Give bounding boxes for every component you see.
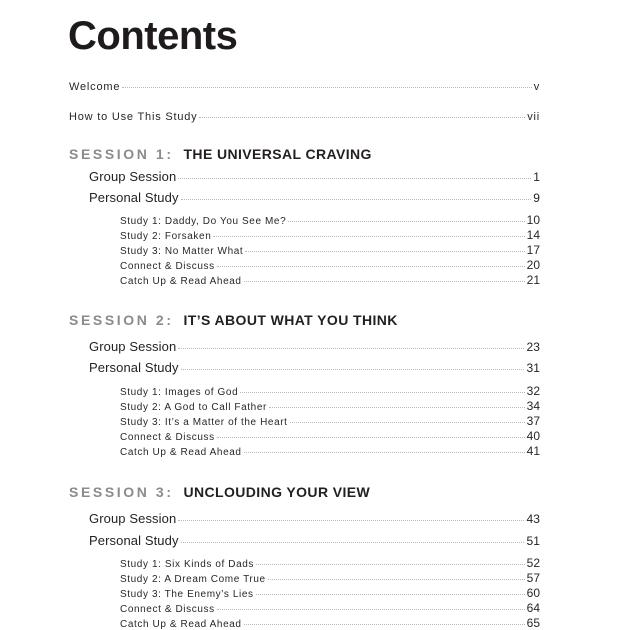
dot-leader xyxy=(217,437,525,438)
toc-entry-page: 60 xyxy=(526,586,540,600)
toc-entry-label: Study 1: Daddy, Do You See Me? xyxy=(120,216,287,227)
toc-entry-study[interactable] xyxy=(120,384,540,398)
session-heading-2[interactable] xyxy=(69,312,398,328)
toc-entry-study[interactable] xyxy=(120,213,540,227)
toc-entry-page: 32 xyxy=(526,384,540,398)
toc-entry-study[interactable] xyxy=(120,414,540,428)
dot-leader xyxy=(217,266,525,267)
toc-entry-page: 14 xyxy=(526,228,540,242)
toc-entry-label: Personal Study xyxy=(89,360,179,375)
dot-leader xyxy=(245,251,524,252)
toc-entry-study[interactable] xyxy=(120,243,540,257)
dot-leader xyxy=(244,281,525,282)
toc-entry-group-session[interactable] xyxy=(89,169,540,184)
toc-entry-page: 17 xyxy=(526,243,540,257)
toc-entry-page: 41 xyxy=(526,444,540,458)
dot-leader xyxy=(244,624,525,625)
toc-entry-label: Group Session xyxy=(89,339,177,354)
toc-entry-page: 21 xyxy=(526,273,540,287)
toc-entry-personal-study[interactable] xyxy=(89,360,540,375)
toc-entry-label: Personal Study xyxy=(89,533,179,548)
toc-entry-study[interactable] xyxy=(120,556,540,570)
dot-leader xyxy=(240,392,524,393)
page-title: Contents xyxy=(68,14,238,58)
toc-entry-page: 20 xyxy=(526,258,540,272)
toc-entry-label: Study 3: No Matter What xyxy=(120,246,244,257)
toc-entry-page: vii xyxy=(527,111,540,123)
toc-entry-page: 65 xyxy=(526,616,540,630)
dot-leader xyxy=(256,564,525,565)
toc-entry-page: 51 xyxy=(526,534,540,548)
dot-leader xyxy=(290,422,525,423)
toc-entry-page: 1 xyxy=(533,170,540,184)
toc-entry-page: 52 xyxy=(526,556,540,570)
toc-entry-connect-discuss[interactable] xyxy=(120,601,540,615)
toc-entry-label: Study 3: The Enemy’s Lies xyxy=(120,589,254,600)
toc-entry-label: Study 2: A Dream Come True xyxy=(120,574,266,585)
dot-leader xyxy=(178,520,524,521)
dot-leader xyxy=(213,236,524,237)
dot-leader xyxy=(181,199,532,200)
session-number: SESSION 2: xyxy=(69,312,174,328)
toc-entry-page: v xyxy=(533,81,540,93)
dot-leader xyxy=(256,594,525,595)
toc-entry-label: Study 1: Images of God xyxy=(120,387,239,398)
toc-entry-label: Connect & Discuss xyxy=(120,604,215,615)
toc-entry-personal-study[interactable] xyxy=(89,533,540,548)
dot-leader xyxy=(288,221,524,222)
toc-entry-page: 37 xyxy=(526,414,540,428)
toc-entry-catch-up[interactable] xyxy=(120,616,540,630)
toc-entry-welcome[interactable] xyxy=(69,81,540,93)
session-heading-1[interactable] xyxy=(69,146,372,162)
session-title: THE UNIVERSAL CRAVING xyxy=(183,146,372,162)
session-title: IT’S ABOUT WHAT YOU THINK xyxy=(183,312,398,328)
session-number: SESSION 3: xyxy=(69,484,174,500)
session-heading-3[interactable] xyxy=(69,484,370,500)
dot-leader xyxy=(244,452,525,453)
toc-entry-page: 64 xyxy=(526,601,540,615)
toc-entry-page: 9 xyxy=(533,191,540,205)
dot-leader xyxy=(217,609,525,610)
dot-leader xyxy=(122,87,531,88)
session-number: SESSION 1: xyxy=(69,146,174,162)
toc-entry-catch-up[interactable] xyxy=(120,273,540,287)
dot-leader xyxy=(199,117,525,118)
toc-entry-group-session[interactable] xyxy=(89,511,540,526)
toc-entry-page: 40 xyxy=(526,429,540,443)
toc-entry-page: 34 xyxy=(526,399,540,413)
dot-leader xyxy=(181,369,525,370)
toc-entry-label: Connect & Discuss xyxy=(120,432,215,443)
toc-entry-label: Study 1: Six Kinds of Dads xyxy=(120,559,254,570)
toc-entry-study[interactable] xyxy=(120,399,540,413)
dot-leader xyxy=(178,178,531,179)
toc-entry-label: Study 2: Forsaken xyxy=(120,231,212,242)
toc-entry-page: 10 xyxy=(526,213,540,227)
toc-entry-label: Catch Up & Read Ahead xyxy=(120,276,242,287)
dot-leader xyxy=(181,542,525,543)
toc-entry-study[interactable] xyxy=(120,586,540,600)
toc-entry-label: How to Use This Study xyxy=(69,111,198,123)
dot-leader xyxy=(178,348,524,349)
toc-entry-page: 57 xyxy=(526,571,540,585)
session-title: UNCLOUDING YOUR VIEW xyxy=(183,484,371,500)
toc-entry-group-session[interactable] xyxy=(89,339,540,354)
toc-entry-page: 43 xyxy=(526,512,540,526)
toc-entry-label: Study 2: A God to Call Father xyxy=(120,402,267,413)
toc-entry-how-to-use[interactable] xyxy=(69,111,540,123)
toc-entry-page: 23 xyxy=(526,340,540,354)
toc-entry-label: Connect & Discuss xyxy=(120,261,215,272)
dot-leader xyxy=(268,579,525,580)
toc-entry-study[interactable] xyxy=(120,228,540,242)
toc-entry-label: Catch Up & Read Ahead xyxy=(120,619,242,630)
toc-entry-label: Study 3: It’s a Matter of the Heart xyxy=(120,417,288,428)
toc-entry-label: Group Session xyxy=(89,169,177,184)
toc-entry-connect-discuss[interactable] xyxy=(120,429,540,443)
toc-entry-study[interactable] xyxy=(120,571,540,585)
toc-entry-catch-up[interactable] xyxy=(120,444,540,458)
toc-entry-connect-discuss[interactable] xyxy=(120,258,540,272)
dot-leader xyxy=(269,407,525,408)
toc-entry-label: Welcome xyxy=(69,81,121,93)
toc-entry-label: Catch Up & Read Ahead xyxy=(120,447,242,458)
toc-entry-page: 31 xyxy=(526,361,540,375)
toc-entry-label: Group Session xyxy=(89,511,177,526)
toc-entry-label: Personal Study xyxy=(89,190,179,205)
toc-entry-personal-study[interactable] xyxy=(89,190,540,205)
